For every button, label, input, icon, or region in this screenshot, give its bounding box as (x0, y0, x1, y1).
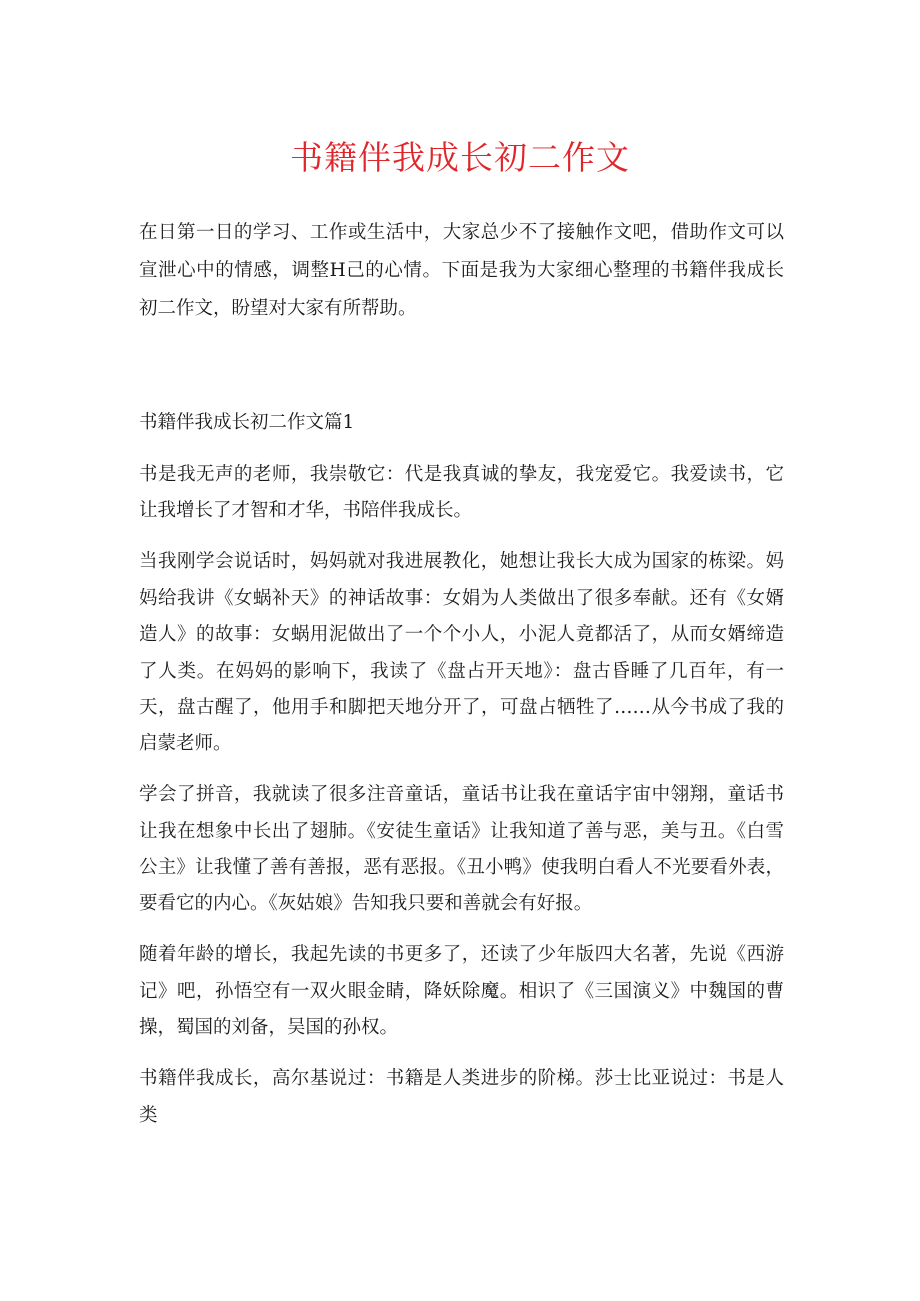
essay-paragraph: 书是我无声的老师，我崇敬它：代是我真诚的挚友，我宠爱它。我爱读书，它让我增长了才智和才华，书陪伴我成长。 (139, 464, 784, 522)
section-heading: 书籍伴我成长初二作文篇1 (139, 412, 355, 433)
intro-paragraph: 在日第一日的学习、工作或生活中，大家总少不了接触作文吧，借助作文可以宣泄心中的情感，调整H己的心情。下面是我为大家细心整理的书籍伴我成长初二作文，盼望对大家有所帮助。 (139, 222, 784, 319)
document-title: 书籍伴我成长初二作文 (290, 138, 630, 177)
essay-body (139, 457, 784, 1148)
essay-paragraph: 书籍伴我成长，高尔基说过：书籍是人类进步的阶梯。莎士比亚说过：书是人类 (139, 1068, 784, 1126)
essay-paragraph: 随着年龄的增长，我起先读的书更多了，还读了少年版四大名著，先说《西游记》吧，孙悟空有一双火眼金睛，降妖除魔。相识了《三国演义》中魏国的曹操，蜀国的刘备，吴国的孙权。 (139, 944, 784, 1039)
essay-paragraph: 学会了拼音，我就读了很多注音童话，童话书让我在童话宇宙中翎翔，童话书让我在想象中长出了翅肺。《安徒生童话》让我知道了善与恶，美与丑。《白雪公主》让我懂了善有善报，恶有恶报。《丑小鸭》使我明白看人不光要看外表，要看它的内心。《灰姑娘》告知我只要和善就会有好报。 (139, 784, 784, 915)
essay-paragraph: 当我刚学会说话时，妈妈就对我进展教化，她想让我长大成为国家的栋梁。妈妈给我讲《女蜗补天》的神话故事：女娟为人类做出了很多奉献。还有《女婿造人》的故事：女蜗用泥做出了一个个小人，小泥人竟都活了，从而女婿缔造了人类。在妈妈的影响下，我读了《盘占开天地》：盘古昏睡了几百年，有一天，盘古醒了，他用手和脚把天地分开了，可盘占牺牲了……从今书成了我的启蒙老师。 (139, 551, 784, 755)
